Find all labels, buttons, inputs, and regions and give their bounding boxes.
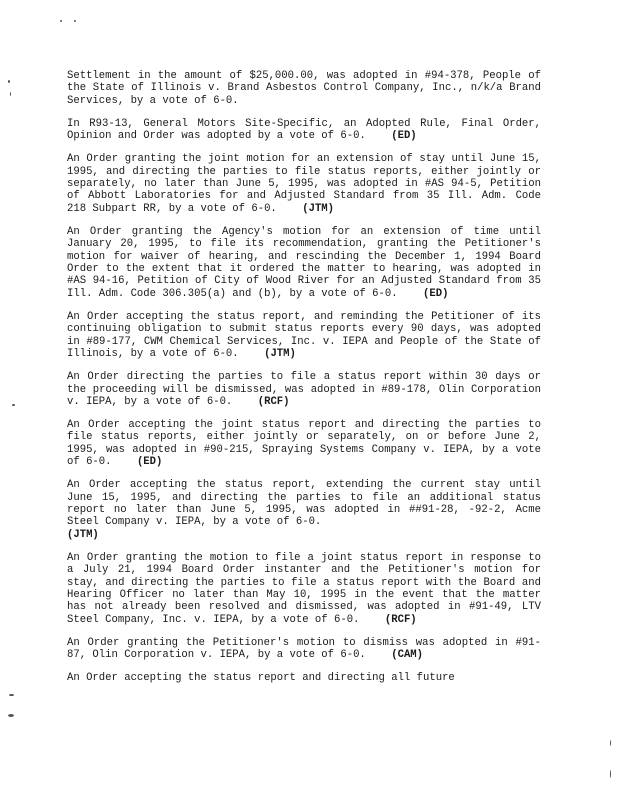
- paragraph-olin-178: [67, 371, 541, 408]
- paragraph-initials: (ED): [423, 287, 449, 300]
- paragraph-general-motors: [67, 118, 541, 143]
- paragraph-text: Settlement in the amount of $25,000.00, was adopted in #94-378, People of the State of Illinois v. Brand Asbestos Control Company, Inc., n/k/a Brand Services, by a vote of 6-0.: [67, 70, 541, 107]
- paragraph-initials: (JTM): [302, 202, 335, 215]
- paragraph-brand-asbestos: [67, 70, 541, 107]
- paragraph-text: An Order accepting the status report, extending the current stay until June 15, 1995, and directing the parties to file an additional status report no later than June 5, 1995, was adopted in ##91-28, -92-2, Acme Steel Company v. IEPA, by a vote of 6-0.: [67, 479, 541, 529]
- paragraph-ltv-steel: [67, 552, 541, 626]
- paragraph-text: An Order accepting the status report and directing all future: [67, 672, 455, 685]
- scan-speck: [74, 20, 76, 22]
- paragraph-text: In R93-13, General Motors Site-Specific, an Adopted Rule, Final Order, Opinion and Order was adopted by a vote of 6-0.: [67, 117, 541, 143]
- paragraph-initials: (ED): [136, 456, 163, 469]
- paragraph-text: An Order accepting the status report, and reminding the Petitioner of its continuing obligation to submit status reports every 90 days, was adopted in #89-177, CWM Chemical Services, Inc. v. IEPA and People of the State of Illinois, by a vote of 6-0.: [67, 310, 541, 361]
- scan-speck: [9, 694, 14, 696]
- paragraph-initials: (JTM): [264, 348, 296, 361]
- paragraph-initials: (CAM): [391, 649, 424, 662]
- paragraph-initials: (ED): [391, 130, 417, 143]
- paragraph-text: An Order accepting the joint status report and directing the parties to file status reports, either jointly or separately, on or before June 2, 1995, was adopted in #90-215, Spraying Systems Company v. IEPA, by a vote of 6-0.: [67, 418, 541, 469]
- scan-speck: [610, 770, 611, 778]
- paragraph-text: An Order granting the motion to file a joint status report in response to a July 21, 1994 Board Order instanter and the Petitioner's motion for stay, and directing the parties to file a status report with the Board and Hearing Officer no later than May 10, 1995 in the event that the matter has not already been resolved and dismissed, was adopted in #91-49, LTV Steel Company, Inc. v. IEPA, by a vote of 6-0.: [67, 551, 541, 626]
- paragraph-cwm-chemical: [67, 311, 541, 361]
- scan-speck: [610, 740, 611, 746]
- scan-speck: [8, 714, 14, 717]
- paragraph-initials: (JTM): [67, 528, 99, 541]
- scan-speck: [12, 404, 15, 406]
- scan-speck: [10, 92, 11, 96]
- paragraph-text: An Order granting the joint motion for an extension of stay until June 15, 1995, and directing the parties to file status reports, either jointly or separately, no later than June 5, 1995, was adopted in #AS 94-5, Petition of Abbott Laboratories for and Adjusted Standard from 35 Ill. Adm. Code 218 Subpart RR, by a vote of 6-0.: [67, 153, 541, 215]
- paragraph-initials: (RCF): [384, 613, 417, 626]
- paragraph-text: An Order granting the Petitioner's motion to dismiss was adopted in #91-87, Olin Corporation v. IEPA, by a vote of 6-0.: [67, 636, 541, 662]
- paragraph-initials: (RCF): [257, 395, 290, 408]
- paragraph-acme-steel: [67, 479, 541, 541]
- paragraph-spraying-systems: [67, 419, 541, 469]
- paragraph-abbott-laboratories: [67, 153, 541, 215]
- scan-speck: [60, 20, 62, 22]
- paragraph-wood-river: [67, 226, 541, 300]
- paragraph-continued: [67, 672, 541, 684]
- paragraph-text: An Order directing the parties to file a status report within 30 days or the proceeding will be dismissed, was adopted in #89-178, Olin Corporation v. IEPA, by a vote of 6-0.: [67, 371, 541, 408]
- scan-speck: [8, 80, 10, 83]
- paragraph-olin-87: [67, 637, 541, 662]
- document-page: [67, 70, 541, 694]
- paragraph-text: An Order granting the Agency's motion for an extension of time until January 20, 1995, to file its recommendation, granting the Petitioner's motion for waiver of hearing, and rescinding the December 1, 1994 Board Order to the extent that it ordered the matter to hearing, was adopted in #AS 94-16, Petition of City of Wood River for an Adjusted Standard from 35 Ill. Adm. Code 306.305(a) and (b), by a vote of 6-0.: [67, 225, 541, 300]
